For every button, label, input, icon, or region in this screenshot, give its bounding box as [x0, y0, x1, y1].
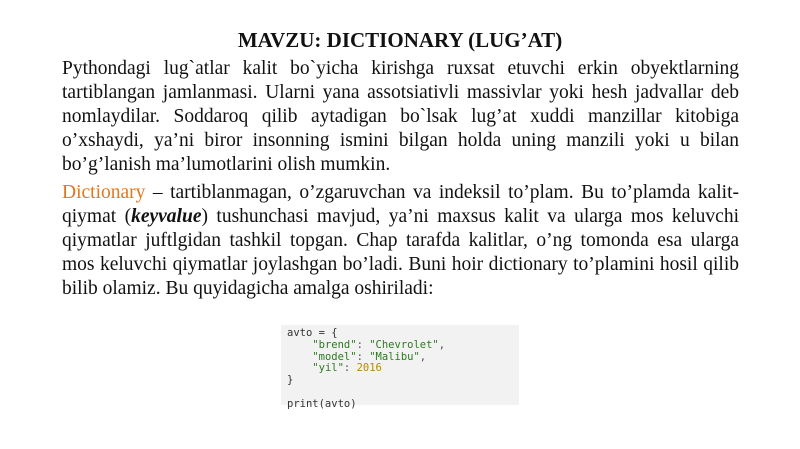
- code-key-yil: "yil": [312, 362, 344, 375]
- code-key-model: "model": [312, 350, 357, 363]
- code-blank-line: [287, 387, 519, 399]
- code-line-1: avto = {: [287, 327, 338, 339]
- code-value-malibu: "Malibu": [369, 350, 420, 363]
- definition-text-after: ) tushunchasi mavjud, ya’ni maxsus kalit va ularga mos keluvchi qiymatlar juftlgidan tashkil topgan. Chap tarafda kalitlar, o’ng tomonda esa ularga mos keluvchi qiymatlar joylashgan bo’ladi. Buni hoir dictionary to’plamini hosil qilib bilib olamiz. Bu quyidagicha amalga oshiriladi:: [62, 206, 739, 299]
- code-sep: :: [356, 338, 370, 351]
- code-comma: ,: [419, 350, 427, 363]
- keyvalue-keyword: keyvalue: [131, 206, 202, 227]
- code-value-chevrolet: "Chevrolet": [369, 338, 439, 351]
- code-comma: ,: [438, 338, 446, 351]
- code-sep: :: [356, 350, 370, 363]
- code-key-brend: "brend": [312, 338, 357, 351]
- code-value-2016: 2016: [356, 362, 382, 375]
- code-line-4: [287, 363, 519, 375]
- definition-paragraph: [62, 181, 739, 301]
- dictionary-term: Dictionary: [62, 182, 146, 203]
- code-sep: :: [343, 362, 357, 375]
- intro-paragraph: Pythondagi lug`atlar kalit bo`yicha kirishga ruxsat etuvchi erkin obyektlarning tartiblangan jamlanmasi. Ularni yana assotsiativli massivlar yoki hesh jadvallar deb nomlaydilar. Soddaroq qilib aytadigan bo`lsak lug’at xuddi manzillar kitobiga o’xshaydi, ya’ni biror insonning ismini bilgan holda uning manzili yoki u bilan bo’g’lanish ma’lumotlarini olish mumkin.: [62, 58, 739, 175]
- slide-title: MAVZU: DICTIONARY (LUG’AT): [237, 28, 563, 52]
- code-line-5: }: [287, 374, 294, 387]
- code-snippet-image: [281, 325, 519, 410]
- code-line-print: print(avto): [287, 397, 357, 410]
- definition-text-before: – tartiblanmagan, o’zgaruvchan va indeksil to’plam. Bu to’plamda kalit-qiymat (: [62, 182, 739, 227]
